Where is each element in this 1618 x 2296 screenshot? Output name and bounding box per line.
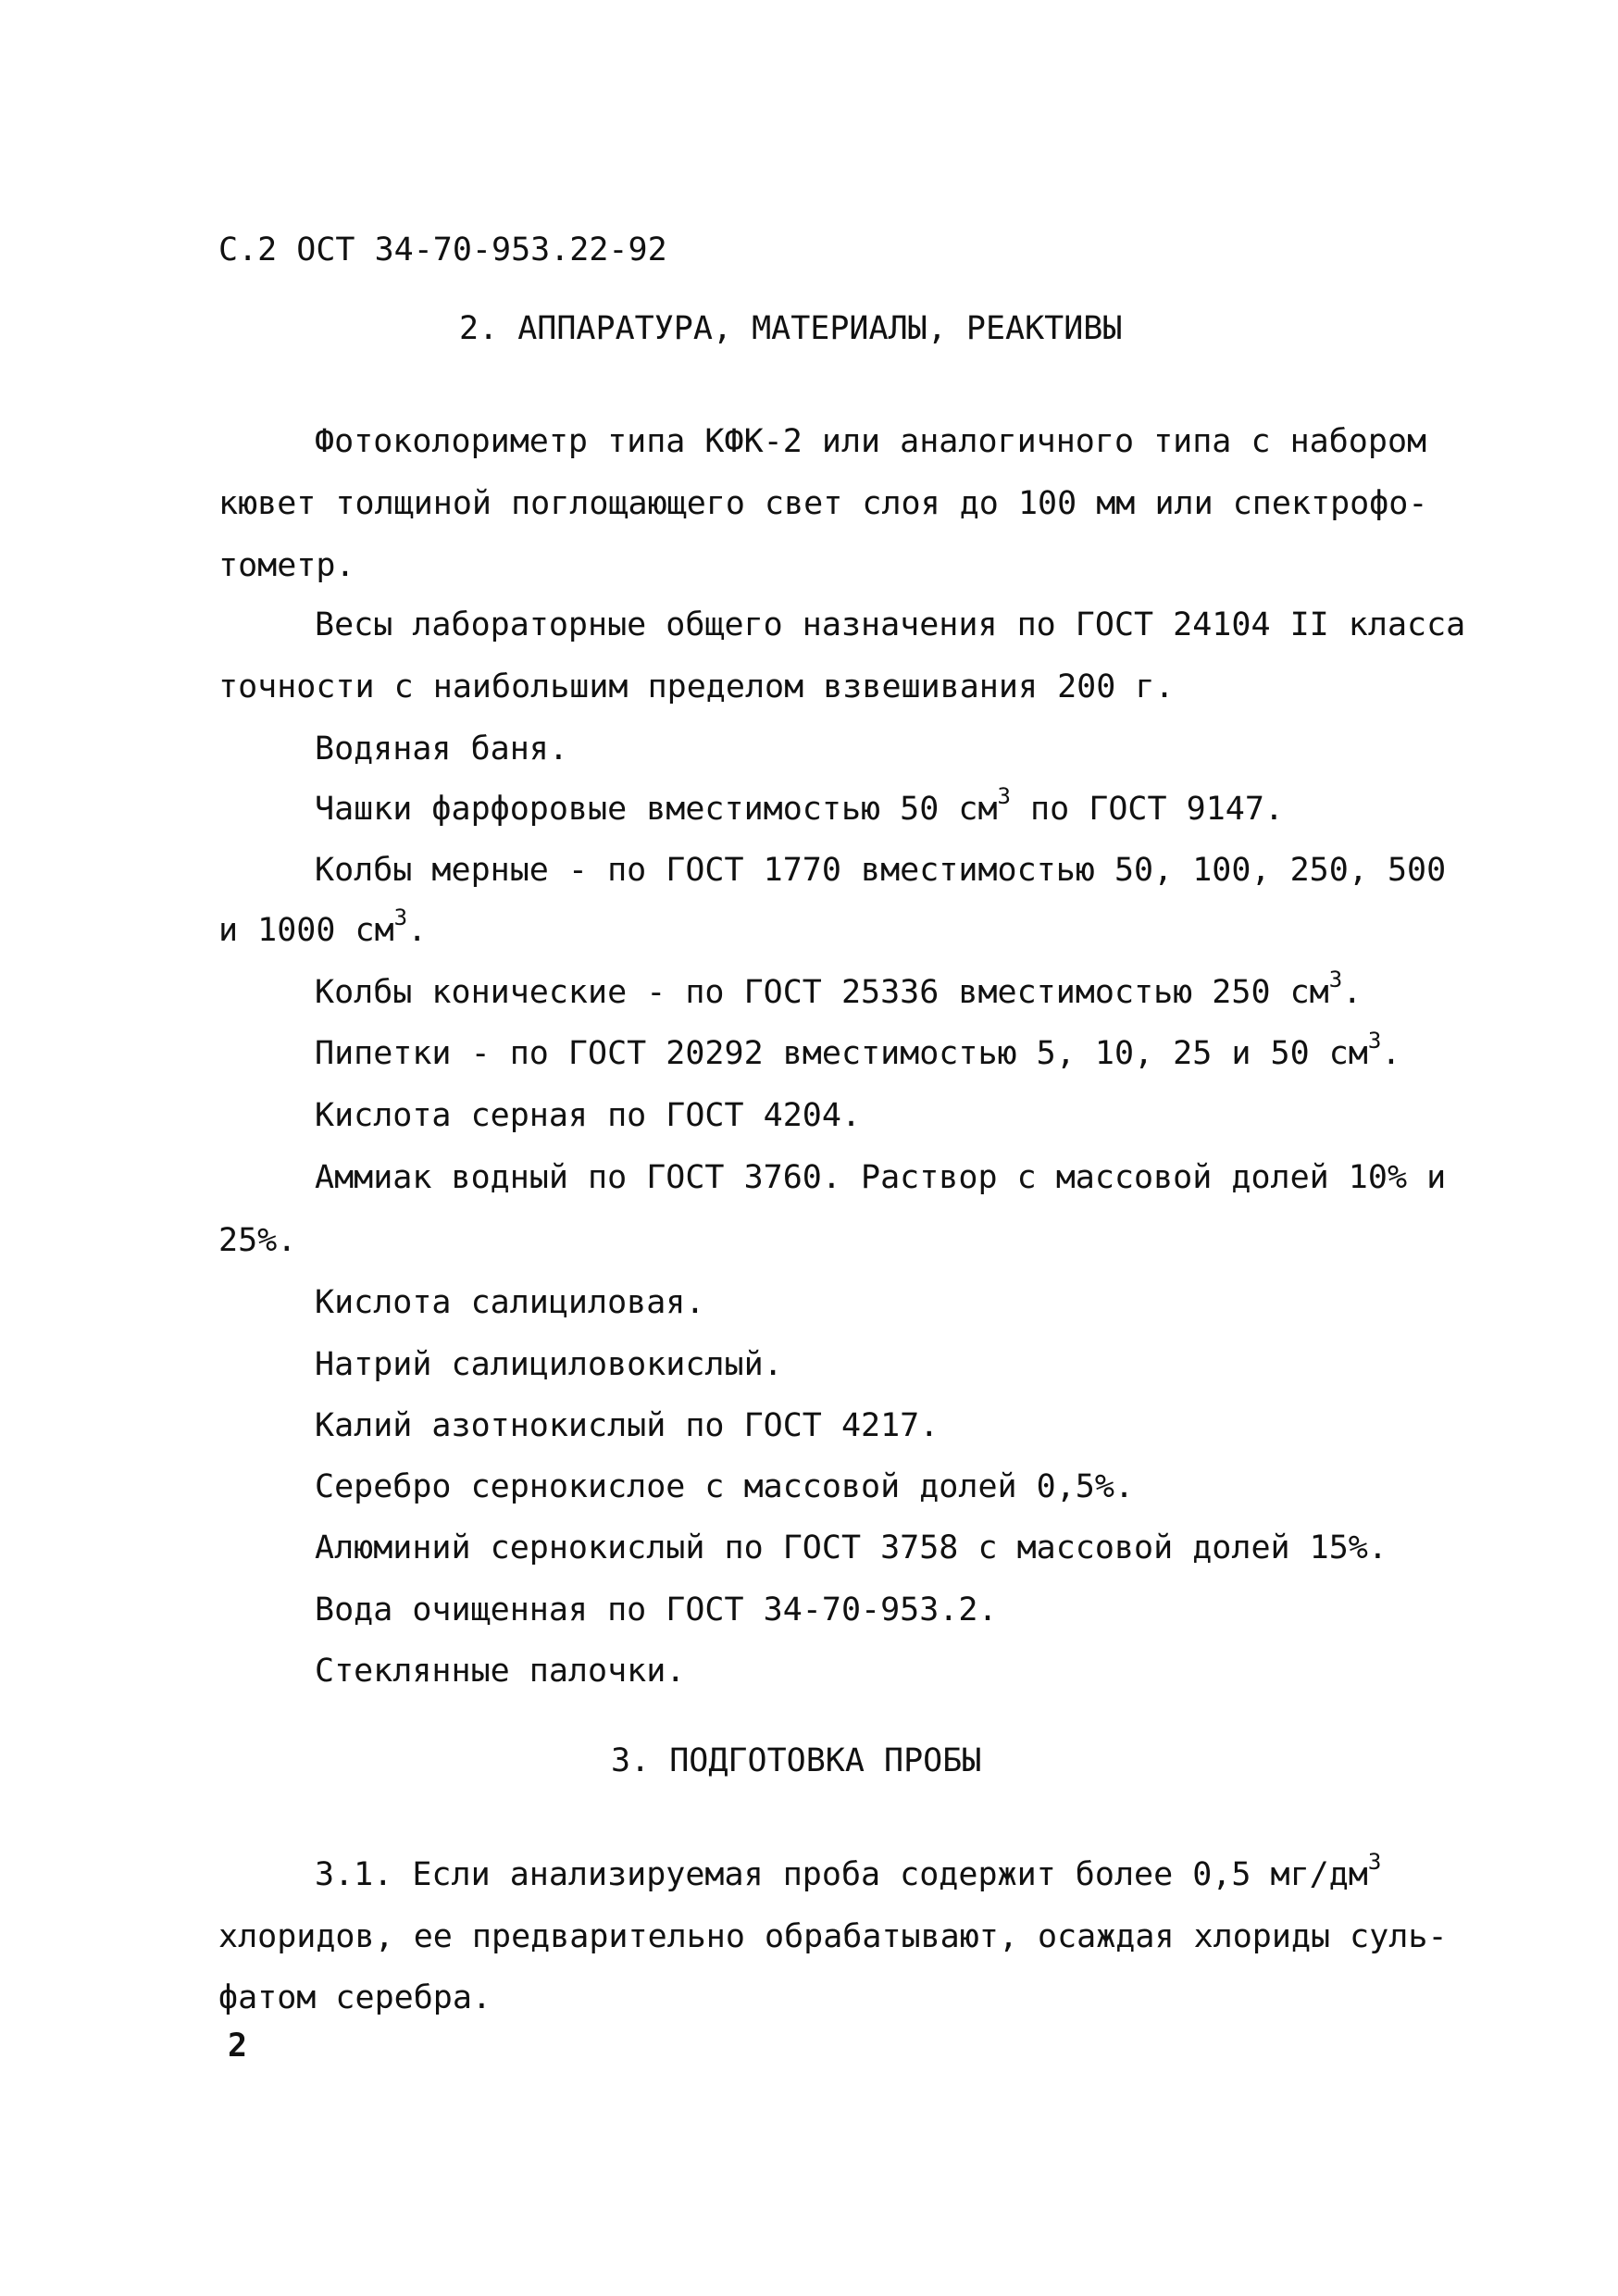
text-line: Аммиак водный по ГОСТ 3760. Раствор с массовой долей 10% и xyxy=(315,1159,1447,1196)
section-2-heading: 2. АППАРАТУРА, МАТЕРИАЛЫ, РЕАКТИВЫ xyxy=(459,310,1123,347)
text-line: Натрий салициловокислый. xyxy=(315,1346,783,1383)
section-3-heading: 3. ПОДГОТОВКА ПРОБЫ xyxy=(611,1742,982,1779)
text-line xyxy=(315,1028,1401,1074)
text-line: Алюминий сернокислый по ГОСТ 3758 с массовой долей 15%. xyxy=(315,1529,1388,1566)
text-line xyxy=(218,905,428,951)
superscript: 3 xyxy=(393,905,408,931)
text-line: 25%. xyxy=(218,1222,297,1259)
text-part: Колбы конические - по ГОСТ 25336 вместимостью 250 см xyxy=(315,974,1329,1011)
superscript: 3 xyxy=(1328,967,1343,993)
text-line: кювет толщиной поглощающего свет слоя до 100 мм или спектрофо- xyxy=(218,485,1428,522)
text-line: Фотоколориметр типа КФК-2 или аналогичного типа с набором xyxy=(315,423,1427,460)
text-part: Пипетки - по ГОСТ 20292 вместимостью 5, 10, 25 и 50 см xyxy=(315,1035,1368,1072)
text-part: по ГОСТ 9147. xyxy=(1030,791,1284,828)
page-header: С.2 ОСТ 34-70-953.22-92 xyxy=(218,231,667,268)
text-line: Кислота салициловая. xyxy=(315,1284,705,1321)
text-part: и 1000 см xyxy=(218,912,394,949)
text-line xyxy=(315,967,1363,1013)
text-line: точности с наибольшим пределом взвешивания 200 г. xyxy=(218,668,1175,705)
text-line xyxy=(315,1849,1382,1895)
text-line: Весы лабораторные общего назначения по ГОСТ 24104 II класса xyxy=(315,606,1466,643)
text-line xyxy=(315,783,1284,830)
text-line: тометр. xyxy=(218,547,355,584)
superscript: 3 xyxy=(997,783,1011,810)
text-part: 3.1. Если анализируемая проба содержит более 0,5 мг/дм xyxy=(315,1856,1368,1893)
text-part: Чашки фарфоровые вместимостью 50 см xyxy=(315,791,998,828)
text-line: Серебро сернокислое с массовой долей 0,5%. xyxy=(315,1468,1135,1505)
text-part: . xyxy=(1381,1035,1401,1072)
text-line: фатом серебра. xyxy=(218,1979,492,2016)
page-number: 2 xyxy=(228,2028,248,2065)
superscript: 3 xyxy=(1367,1028,1382,1054)
text-line: Стеклянные палочки. xyxy=(315,1653,686,1690)
text-line: Водяная баня. xyxy=(315,730,568,767)
text-line: Кислота серная по ГОСТ 4204. xyxy=(315,1097,862,1134)
text-line: Калий азотнокислый по ГОСТ 4217. xyxy=(315,1407,940,1444)
text-part: . xyxy=(1342,974,1363,1011)
superscript: 3 xyxy=(1367,1849,1382,1876)
text-line: Колбы мерные - по ГОСТ 1770 вместимостью 50, 100, 250, 500 xyxy=(315,852,1447,889)
text-line: Вода очищенная по ГОСТ 34-70-953.2. xyxy=(315,1591,998,1628)
text-line: хлоридов, ее предварительно обрабатывают, осаждая хлориды суль- xyxy=(218,1918,1448,1955)
text-part: . xyxy=(407,912,428,949)
